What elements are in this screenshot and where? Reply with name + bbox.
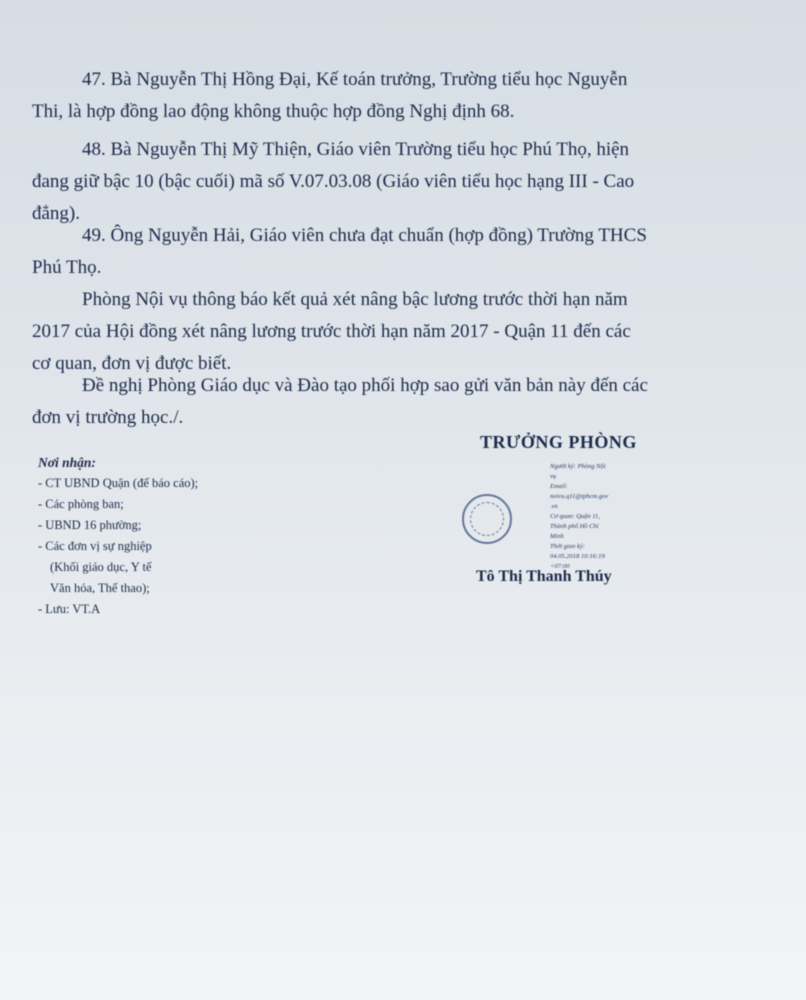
signature-meta-line: Cơ quan: Quận 11, [550,513,600,520]
signer-name: Tô Thị Thanh Thúy [476,568,612,585]
signature-meta-line: 04.05.2018 10:16:19 [550,553,605,560]
item-48 [32,134,772,230]
request-line-1: Đề nghị Phòng Giáo dục và Đào tạo phối hợp sao gửi văn bản này đến các [82,375,648,396]
notice-paragraph [32,284,772,380]
signature-meta-line: Người ký: Phòng Nội [550,463,606,470]
recipient-item: - Các phòng ban; [38,497,124,511]
recipient-item: - Các đơn vị sự nghiệp [38,539,152,553]
item-48-line-3: đẳng). [32,203,81,224]
notice-line-3: cơ quan, đơn vị được biết. [32,353,232,374]
item-47-line-2: Thi, là hợp đồng lao động không thuộc hợp đồng Nghị định 68. [32,101,515,122]
signature-meta-line: +07:00 [550,563,570,570]
signature-block [440,432,740,612]
request-paragraph [32,370,772,434]
recipient-item: - Lưu: VT.A [38,602,101,616]
notice-line-1: Phòng Nội vụ thông báo kết quả xét nâng bậc lương trước thời hạn năm [82,289,628,310]
item-49 [32,220,772,284]
signature-meta-line: vụ [550,473,557,480]
digital-signature-info [550,462,660,572]
item-49-line-1: 49. Ông Nguyễn Hải, Giáo viên chưa đạt chuẩn (hợp đồng) Trường THCS [82,225,647,246]
recipient-item: - CT UBND Quận (để báo cáo); [38,476,199,490]
signature-meta-line: Thời gian ký: [550,543,585,550]
recipients-title: Nơi nhận: [38,455,96,470]
item-47 [32,64,772,128]
signature-meta-line: Email: [550,483,568,490]
recipient-item: Văn hóa, Thể thao); [50,581,150,595]
signature-meta-line: Minh [550,533,564,540]
item-48-line-1: 48. Bà Nguyễn Thị Mỹ Thiện, Giáo viên Trường tiểu học Phú Thọ, hiện [82,139,630,160]
signature-meta-line: .vn [550,503,558,510]
request-line-2: đơn vị trường học./. [32,407,184,428]
recipient-item: - UBND 16 phường; [38,518,142,532]
item-48-line-2: đang giữ bậc 10 (bậc cuối) mã số V.07.03.08 (Giáo viên tiểu học hạng III - Cao [32,171,635,192]
seal-stamp-icon [462,494,512,544]
signature-meta-line: Thành phố Hồ Chí [550,523,599,530]
signer-title: TRƯỞNG PHÒNG [480,432,637,452]
item-47-line-1: 47. Bà Nguyễn Thị Hồng Đại, Kế toán trưởng, Trường tiểu học Nguyễn [82,69,628,90]
item-49-line-2: Phú Thọ. [32,257,102,278]
notice-line-2: 2017 của Hội đồng xét nâng lương trước thời hạn năm 2017 - Quận 11 đến các [32,321,631,342]
recipient-item: (Khối giáo dục, Y tế [50,560,152,574]
recipients-block [38,452,338,620]
signature-meta-line: noivu.q11@tphcm.gov [550,493,609,500]
